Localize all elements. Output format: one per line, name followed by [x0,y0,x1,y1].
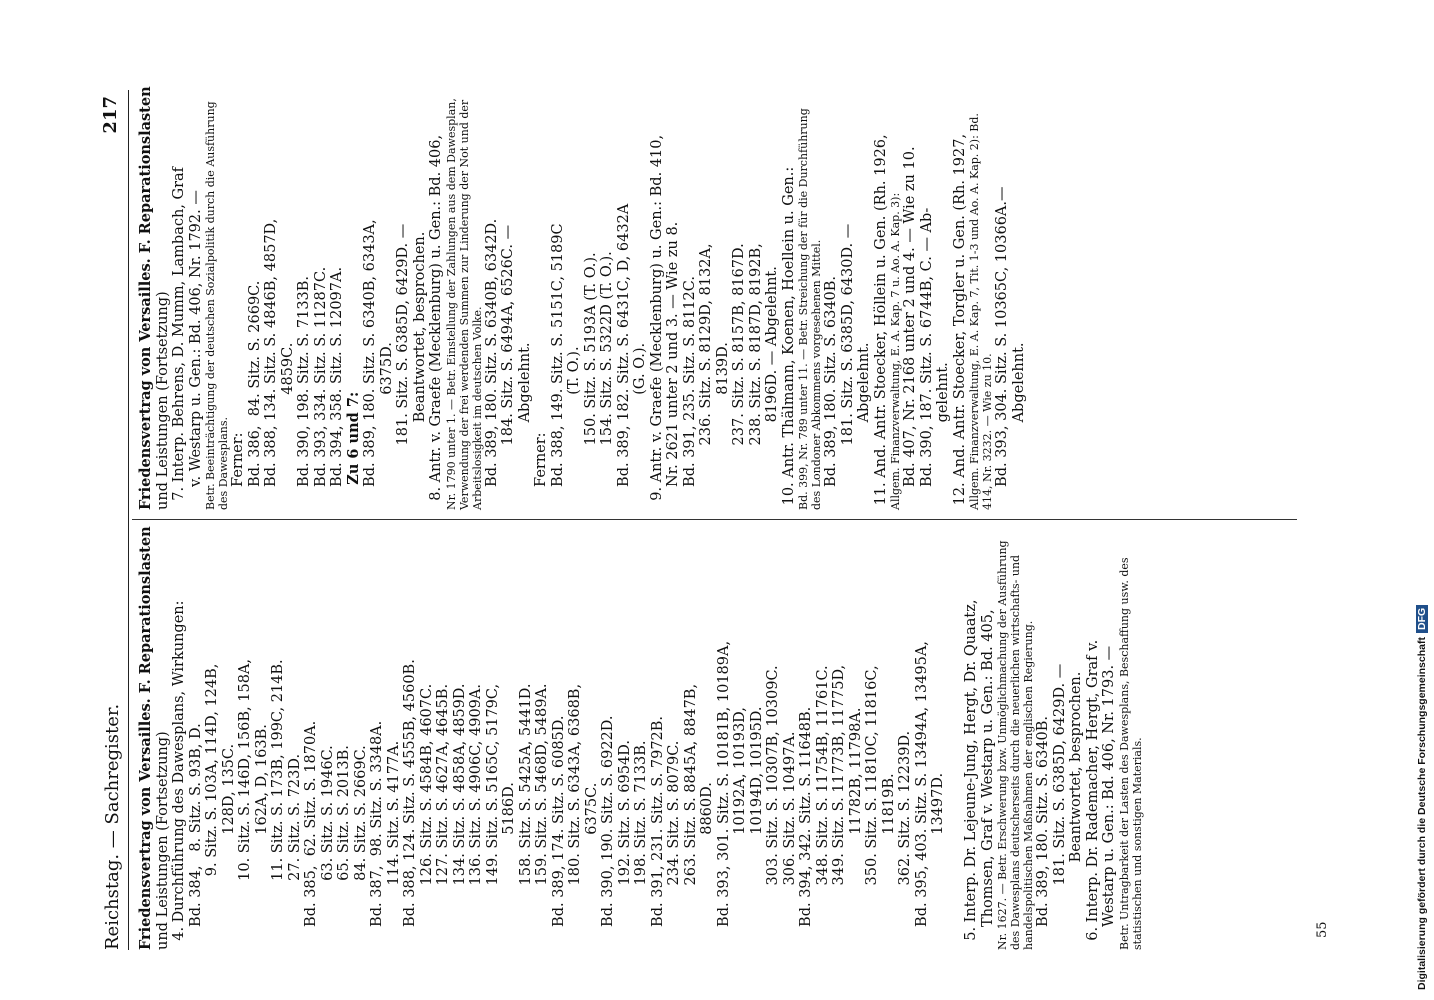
register-line: Abgelehnt. [856,342,872,510]
register-line: und Leistungen (Fortsetzung) [154,731,171,950]
register-line: 63. Sitz. S. 1946C. [319,745,336,950]
register-line: 9. Sitz. S. 103A, 114D, 124B, [204,663,220,950]
register-line: 4. Durchführung des Dawesplans, Wirkungen: [171,600,187,950]
register-line: Betr. Beeinträchtigung der deutschen Sozialpolitik durch die Ausführung des Dawesplans. [204,101,230,510]
register-line: 7. Interp. Behrens, D. Mumm, Lambach, Graf [171,166,187,510]
rotated-page-content [100,86,1330,950]
register-line: 6375C. [583,782,600,950]
register-line: 134. Sitz. S. 4858A, 4859D. [451,683,468,950]
right-column [137,86,1027,510]
register-line: Bd. 389, 180. Sitz. S. 6340B, 6342D. [483,218,500,510]
register-line: 349. Sitz. S. 11773B, 11775D, [831,664,847,950]
register-line: 5186D. [501,782,517,950]
register-line: Thomsen, Graf v. Westarp u. Gen.: Bd. 405, [979,609,996,950]
register-line: 8. Antr. v. Graefe (Mecklenburg) u. Gen.: Bd. 406, [428,134,444,510]
register-line: Bd. 399, Nr. 789 unter 11. — Betr. Streichung der für die Durchführung des Londoner Abkommens vorgesehenen Mittel. [797,108,823,510]
register-line: 11. And. Antr. Stoecker, Höllein u. Gen. (Rh. 1926, [872,134,889,510]
dfg-logo: DFG [1416,605,1428,633]
header-title: Reichstag. — Sachregister. [102,703,123,950]
register-line: 159. Sitz. S. 5468D, 5489A. [534,683,550,950]
register-line: Bd. 389, 180. Sitz. S. 6340B. [823,275,839,510]
register-line: Beantwortet, besprochen. [1068,671,1084,950]
register-line: 136. Sitz. S. 4906C, 4909A. [468,684,484,950]
left-column [137,526,1144,950]
register-line: 8139D. [714,342,731,510]
register-line: Bd. 384, 8. Sitz. S. 93B, D. [187,723,204,950]
register-line: Allgem. Finanzverwaltung, E. A. Kap. 7 u. Ao. A. Kap. 3): [889,192,902,510]
register-line: Bd. 388, 134. Sitz. S. 4846B, 4857D, [263,218,279,510]
register-line: Bd. 393, 304. Sitz. S. 10365C, 10366A.— [994,186,1010,510]
register-line: 263. Sitz. S. 8845A, 8847B, [682,683,699,950]
register-line: Bd. 388, 124. Sitz. S. 4555B, 4560B. [402,659,418,950]
register-line: 10194D, 10195D. [748,706,765,950]
register-line: Bd. 407, Nr. 2168 unter 2 und 4. — Wie zu 10. [902,146,918,510]
register-line: 6375D. [378,342,395,510]
register-line: Abgelehnt. [1010,342,1027,510]
column-divider [132,519,1297,520]
page-number: 217 [100,96,121,134]
register-line: Bd. 389, 182. Sitz. S. 6431C, D, 6432A [615,203,632,510]
register-line: 362. Sitz. S. 12239D. [897,730,913,950]
register-line: Ferner: [230,432,246,510]
register-line: Bd. 393, 301. Sitz. S. 10181B, 10189A, [715,640,732,950]
register-line: Bd. 394, 358. Sitz. S. 12097A. [329,266,345,510]
register-line: 114. Sitz. S. 4177A. [385,740,402,950]
register-line: 350. Sitz. S. 11810C, 11816C, [864,665,880,950]
register-line: Ferner: [533,432,549,510]
register-line: 181. Sitz. S. 6385D, 6429D. — [395,223,411,510]
register-line: 27. Sitz. S. 723D. [286,753,303,950]
register-line: 65. Sitz. S. 2013B. [336,745,352,950]
register-line: v. Westarp u. Gen.: Bd. 406, Nr. 1792. — [187,190,204,510]
register-line: 9. Antr. v. Graefe (Mecklenburg) u. Gen.: Bd. 410, [648,134,665,510]
register-line: 10192A, 10193D, [732,707,748,950]
register-line: 181. Sitz. S. 6385D, 6429D. — [1051,663,1068,950]
register-line: 192. Sitz. S. 6954D. [616,740,633,950]
register-line: Allgem. Finanzverwaltung, E. A. Kap. 7, Tit. 1-3 und Ao. A. Kap. 2): Bd. 414, Nr. 3232. — Wie zu 10. [968,113,994,510]
register-line: 13497D. [930,772,946,950]
register-line: Bd. 393, 334. Sitz. S. 11287C. [312,266,329,510]
register-line: Bd. 388, 149. Sitz. S. 5151C, 5189C [549,223,566,510]
register-line: (T. O.). [566,346,582,510]
register-line: 6. Interp. Dr. Rademacher, Hergt, Graf v. [1084,639,1101,950]
register-line: Nr. 2621 unter 2 und 3. — Wie zu 8. [665,221,681,510]
register-line: Beantwortet, besprochen. [411,231,428,510]
register-line: Abgelehnt. [516,342,533,510]
register-line: gelehnt. [935,362,951,510]
register-line: 181. Sitz. S. 6385D, 6430D. — [839,223,856,510]
register-line: 128D, 135C. [220,743,237,950]
register-line: 184. Sitz. S. 6494A, 6526C. — [500,224,516,510]
register-line: 158. Sitz. S. 5425A, 5441D. [517,683,534,950]
register-line: Bd. 391, 231. Sitz. S. 7972B. [649,715,666,950]
register-line: 10. Antr. Thälmann, Koenen, Hoellein u. Gen.: [780,166,797,510]
register-line: Betr. Untragbarkeit der Lasten des Dawesplans, Beschaffung usw. des statistischen und sonstigen Materials. [1117,557,1144,950]
register-line: 303. Sitz. S. 10307B, 10309C. [765,665,781,950]
register-line: Zu 6 und 7: [344,391,362,510]
register-line: Bd. 389, 180. Sitz. S. 6340B. [1035,715,1051,950]
register-line: 234. Sitz. S. 8079C. [666,740,682,950]
register-line: 162A, D, 163B. [253,724,270,950]
register-line: 236. Sitz. S. 8129D, 8132A, [698,243,714,510]
register-line: Bd. 390, 187. Sitz. S. 6744B, C. — Ab- [918,207,935,510]
register-line: Bd. 387, 98. Sitz. S. 3348A. [369,720,385,950]
register-line: 8196D. — Abgelehnt. [764,266,780,510]
register-line: 180. Sitz. S. 6343A, 6368B, [567,683,583,950]
register-line: 11782B, 11798A. [847,707,864,950]
register-line: Bd. 385, 62. Sitz. S. 1870A. [303,720,319,950]
credit-text: Digitalisierung gefördert durch die Deutsche Forschungsgemeinschaft [1416,637,1428,990]
register-line: 149. Sitz. S. 5165C, 5179C, [484,683,501,950]
register-line: 11819B. [880,773,897,950]
register-line: 4859C. [279,342,296,510]
register-line: Bd. 395, 403. Sitz. S. 13494A, 13495A, [913,641,930,950]
running-header [100,90,129,950]
register-line: Bd. 386, 84. Sitz. S. 2669C. [246,280,263,510]
register-line: 8860D. [699,782,715,950]
register-line: 150. Sitz. S. 5193A (T. O.). [582,252,599,510]
register-line: 127. Sitz. S. 4627A, 4645B. [435,683,451,950]
register-line: und Leistungen (Fortsetzung) [154,291,171,510]
register-line: 126. Sitz. S. 4584B, 4607C. [418,683,435,950]
register-line: 84. Sitz. S. 2669C. [352,745,369,950]
register-line: 348. Sitz. S. 11754B, 11761C. [814,665,831,950]
digitization-credit [1416,605,1428,990]
register-line: Bd. 394, 342. Sitz. S. 11648B. [798,706,814,950]
register-line [947,535,964,950]
register-line: 238. Sitz. S. 8187D, 8192B, [747,243,764,510]
register-line: 306. Sitz. S. 10497A. [781,731,798,950]
register-line: 12. And. Antr. Stoecker, Torgler u. Gen. (Rh. 1927, [951,133,968,510]
register-line: 11. Sitz. S. 173B, 199C, 214B. [270,659,286,950]
register-line: 237. Sitz. S. 8157B, 8167D. [731,243,747,510]
register-line: Bd. 390, 198. Sitz. S. 7133B. [296,275,312,510]
register-line: Nr. 1790 unter 1. — Betr. Einstellung der Zahlungen aus dem Dawesplan, Verwendung der frei werdenden Summen zur Linderung der Not und der Arbeitslosigkeit im deutschen Volke. [444,98,484,510]
register-line: Nr. 1627. — Betr. Erschwerung bzw. Unmöglichmachung der Ausführung des Dawesplans deutscherseits durch die neuerlichen wirtschafts- und handelspolitischen Maßnahmen der englischen Regierung. [996,540,1035,950]
register-line: Friedensvertrag von Versailles. F. Reparationslasten [137,526,154,950]
register-line: 154. Sitz. S. 5322D (T. O.). [599,251,615,510]
register-line: Friedensvertrag von Versailles. F. Reparationslasten [137,86,154,510]
register-line: 198. Sitz. S. 7133B. [633,740,649,950]
register-line: Bd. 391, 235. Sitz. S. 8112C. [681,276,698,510]
register-line: (G. O.). [632,342,648,510]
footer-number: 55 [1315,921,1330,938]
register-line: Bd. 389, 180. Sitz. S. 6340B, 6343A, [362,219,378,510]
register-line: 10. Sitz. S. 146D, 156B, 158A, [237,658,253,950]
register-line: Bd. 390, 190. Sitz. S. 6922D. [600,715,616,950]
register-line: Westarp u. Gen.: Bd. 406, Nr. 1793. — [1101,645,1117,950]
register-line: 5. Interp. Dr. Lejeune-Jung, Hergt, Dr. Quaatz, [963,599,979,950]
register-line: Bd. 389, 174. Sitz. S. 6085D. [550,715,567,950]
